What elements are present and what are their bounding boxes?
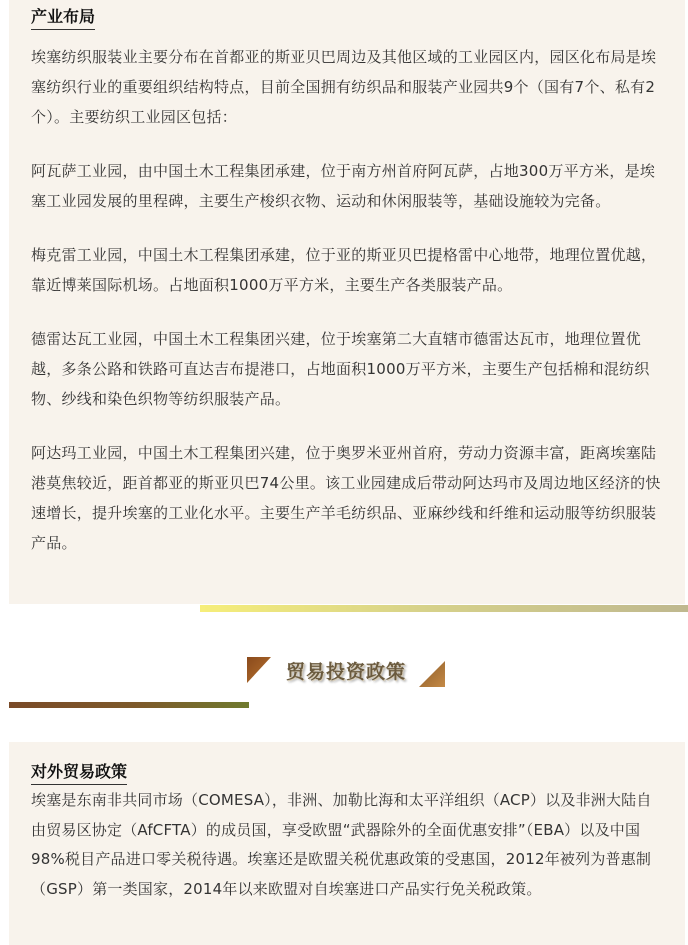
paragraph-awassa-park: 阿瓦萨工业园，由中国土木工程集团承建，位于南方州首府阿瓦萨，占地300万平方米，是埃塞工业园发展的里程碑，主要生产梭织衣物、运动和休闲服装等，基础设施较为完备。 [31,162,656,210]
paragraph-mekelle-park: 梅克雷工业园，中国土木工程集团承建，位于亚的斯亚贝巴提格雷中心地带，地理位置优越，靠近博莱国际机场。占地面积1000万平方米，主要生产各类服装产品。 [31,246,657,294]
banner-left-triangle-icon [247,657,271,683]
banner-title-trade-investment-policy: 贸易投资政策 [285,661,406,683]
decorative-stripe-top [200,605,688,612]
foreign-trade-policy-card [9,742,685,945]
industrial-layout-card [9,0,685,604]
section-title-industrial-layout: 产业布局 [31,4,95,30]
paragraph-adama-park: 阿达玛工业园，中国土木工程集团兴建，位于奥罗米亚州首府，劳动力资源丰富，距离埃塞陆港莫焦较近，距首都亚的斯亚贝巴74公里。该工业园建成后带动阿达玛市及周边地区经济的快速增长，提升埃塞的工业化水平。主要生产羊毛纺织品、亚麻纱线和纤维和运动服等纺织服装产品。 [31,444,661,552]
banner-right-triangle-icon [419,661,445,687]
paragraph-overview: 埃塞纺织服装业主要分布在首都亚的斯亚贝巴周边及其他区域的工业园区内，园区化布局是埃塞纺织行业的重要组织结构特点，目前全国拥有纺织品和服装产业园共9个（国有7个、私有2个）。主要纺织工业园区包括： [31,48,657,126]
paragraph-dire-dawa-park: 德雷达瓦工业园，中国土木工程集团兴建，位于埃塞第二大直辖市德雷达瓦市，地理位置优越，多条公路和铁路可直达吉布提港口，占地面积1000万平方米，主要生产包括棉和混纺织物、纱线和染色织物等纺织服装产品。 [31,330,650,408]
decorative-stripe-bottom [9,702,249,708]
section-title-foreign-trade-policy: 对外贸易政策 [31,759,127,785]
paragraph-trade-policy: 埃塞是东南非共同市场（COMESA），非洲、加勒比海和太平洋组织（ACP）以及非洲大陆自由贸易区协定（AfCFTA）的成员国，享受欧盟“武器除外的全面优惠安排”（EBA）以及中国98%税目产品进口零关税待遇。埃塞还是欧盟关税优惠政策的受惠国，2012年被列为普惠制（GSP）第一类国家，2014年以来欧盟对自埃塞进口产品实行免关税政策。 [31,791,652,898]
